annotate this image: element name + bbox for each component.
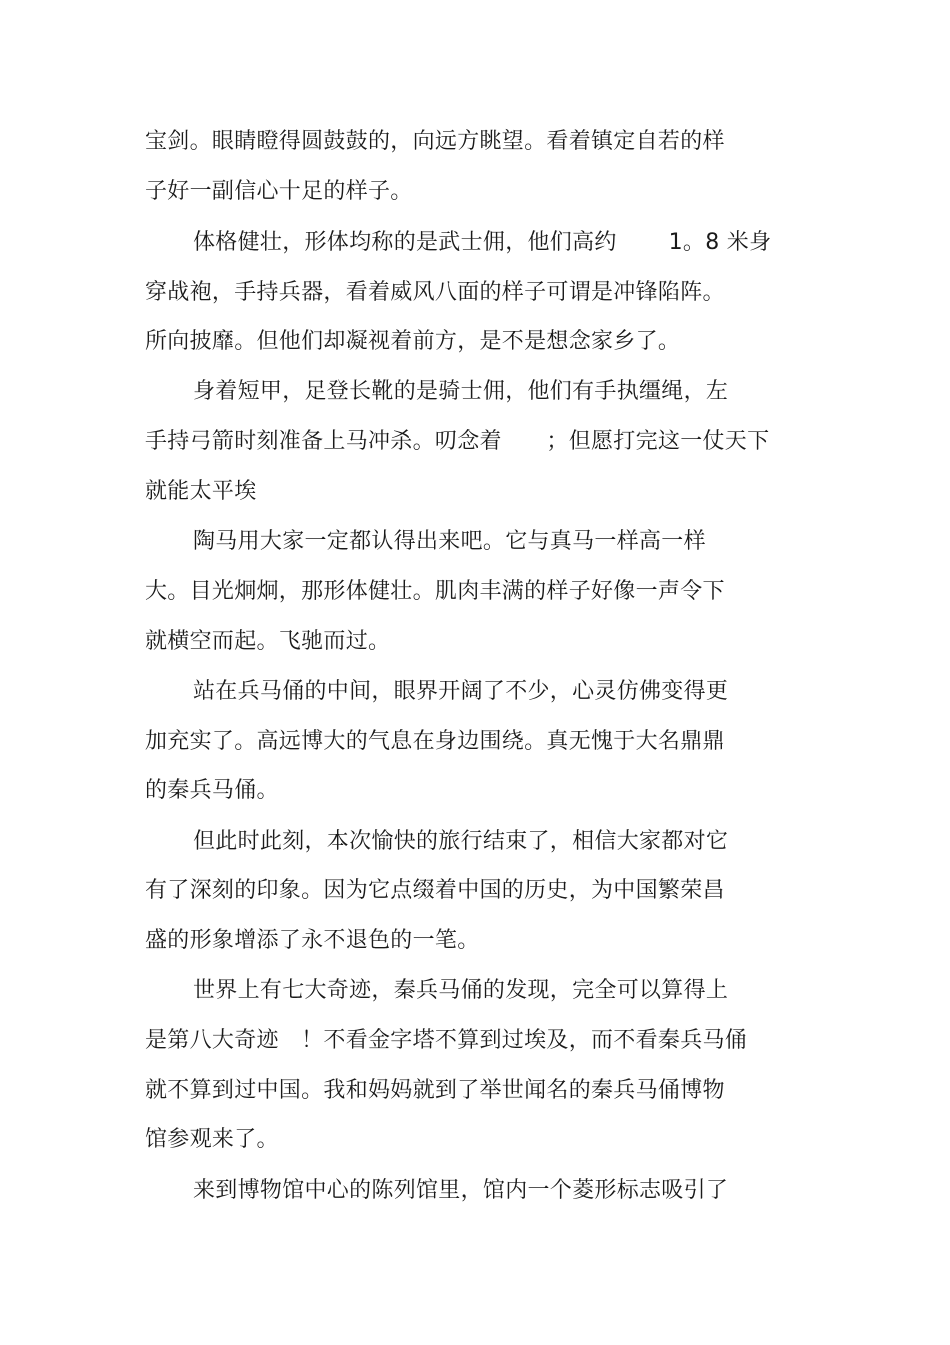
text-line: 馆参观来了。 <box>145 1127 279 1152</box>
text-line: 是第八大奇迹 ！不看金字塔不算到过埃及，而不看秦兵马俑 <box>145 1028 748 1053</box>
text-line: 加充实了。高远博大的气息在身边围绕。真无愧于大名鼎鼎 <box>145 729 725 754</box>
text-line: 有了深刻的印象。因为它点缀着中国的历史，为中国繁荣昌 <box>145 878 725 903</box>
text-line: 盛的形象增添了永不退色的一笔。 <box>145 928 480 953</box>
text-line: 就不算到过中国。我和妈妈就到了举世闻名的秦兵马俑博物 <box>145 1078 725 1103</box>
paragraph-first-line: 但此时此刻，本次愉快的旅行结束了，相信大家都对它 <box>193 829 729 854</box>
text-line: 所向披靡。但他们却凝视着前方，是不是想念家乡了。 <box>145 329 681 354</box>
paragraph-first-line: 世界上有七大奇迹，秦兵马俑的发现，完全可以算得上 <box>193 978 729 1003</box>
paragraph-first-line: 来到博物馆中心的陈列馆里，馆内一个菱形标志吸引了 <box>193 1178 729 1203</box>
text-line: 穿战袍，手持兵器，看着威风八面的样子可谓是冲锋陷阵。 <box>145 280 725 305</box>
paragraph-first-line: 站在兵马俑的中间，眼界开阔了不少，心灵仿佛变得更 <box>193 679 729 704</box>
text-line: 就能太平埃 <box>145 479 257 504</box>
text-line: 大。目光炯炯，那形体健壮。肌肉丰满的样子好像一声令下 <box>145 579 725 604</box>
paragraph-first-line: 体格健壮，形体均称的是武士佣，他们高约 1。8 米身 <box>193 230 772 255</box>
text-line: 就横空而起。飞驰而过。 <box>145 629 391 654</box>
text-line: 子好一副信心十足的样子。 <box>145 179 413 204</box>
text-line: 的秦兵马俑。 <box>145 778 279 803</box>
paragraph-first-line: 身着短甲，足登长靴的是骑士佣，他们有手执缰绳，左 <box>193 379 729 404</box>
paragraph-first-line: 陶马用大家一定都认得出来吧。它与真马一样高一样 <box>193 529 706 554</box>
text-line: 宝剑。眼睛瞪得圆鼓鼓的，向远方眺望。看着镇定自若的样 <box>145 129 725 154</box>
text-line: 手持弓箭时刻准备上马冲杀。叨念着 ；但愿打完这一仗天下 <box>145 429 770 454</box>
